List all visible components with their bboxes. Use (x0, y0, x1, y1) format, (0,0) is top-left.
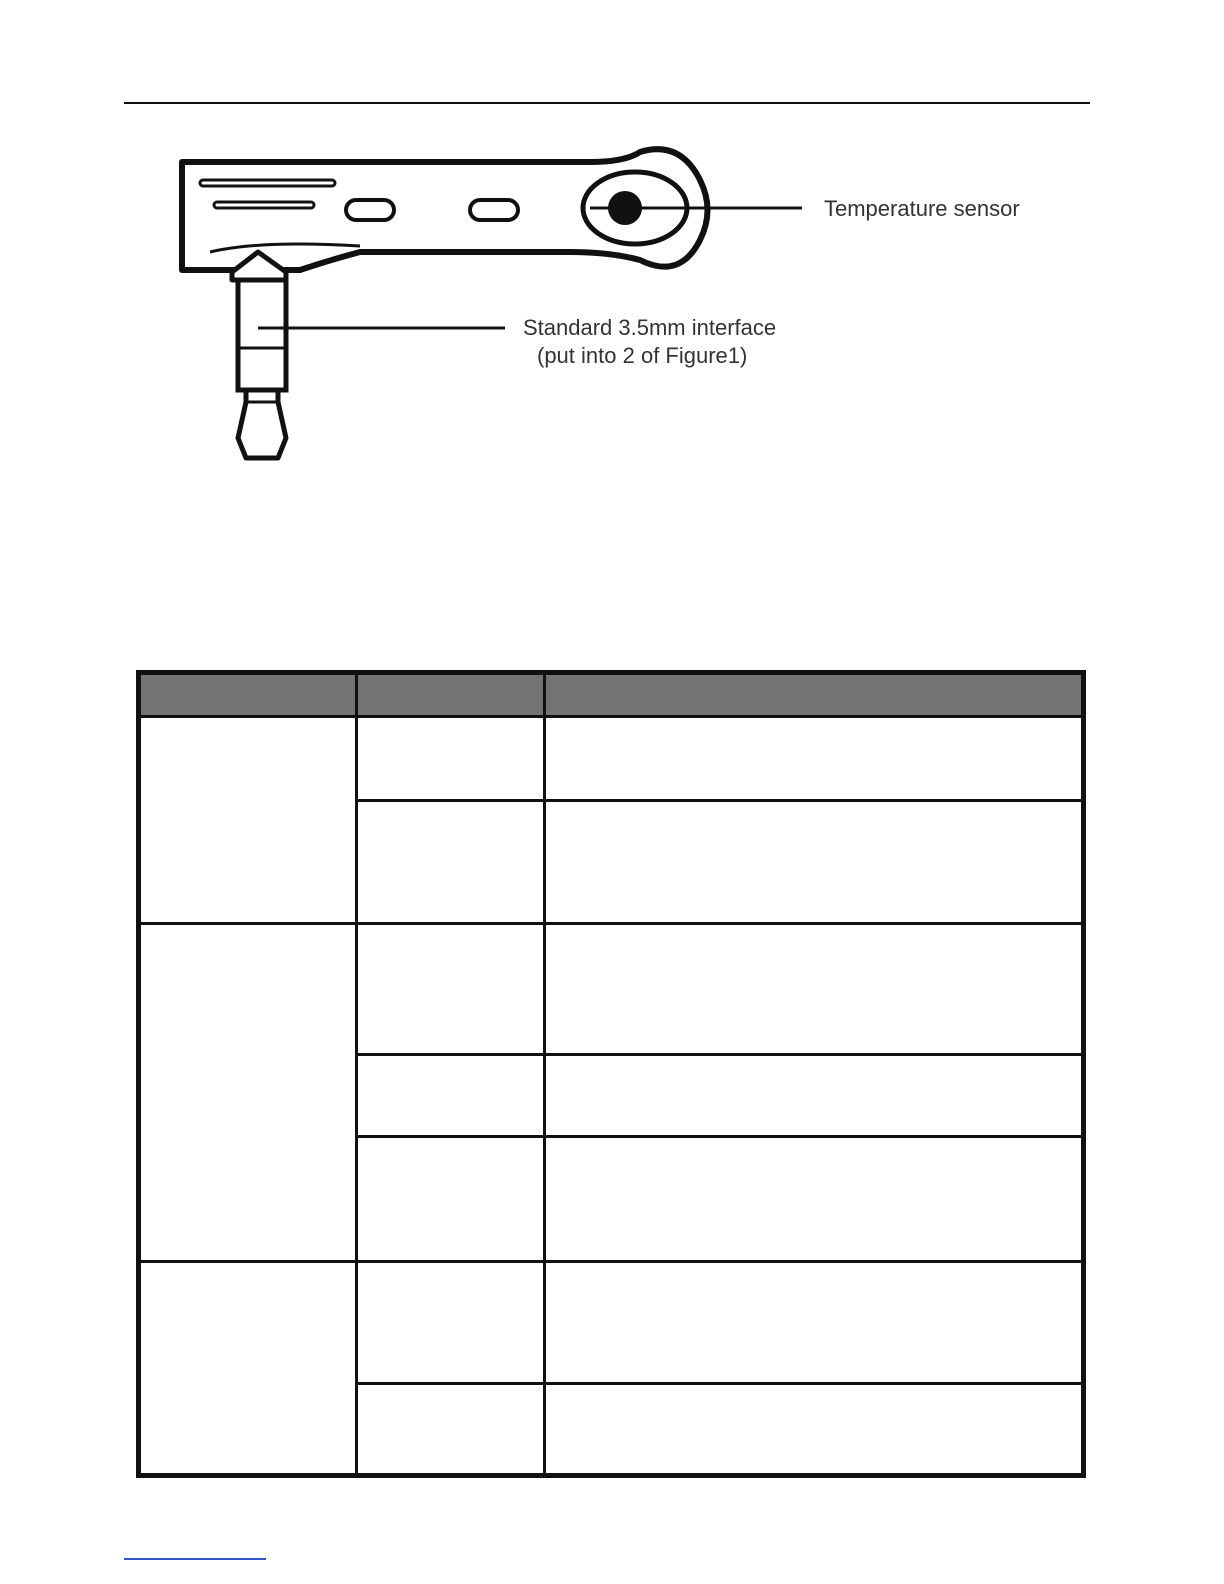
table-row (139, 1262, 1084, 1384)
table-header-cell (139, 673, 357, 717)
footer-link-underline[interactable] (124, 1558, 266, 1560)
description-cell (545, 1262, 1084, 1384)
table-row (139, 924, 1084, 1055)
table-header-cell (545, 673, 1084, 717)
jack-shaft (238, 280, 286, 390)
item-cell (357, 924, 545, 1055)
item-cell (357, 1055, 545, 1137)
temperature-probe-drawing (170, 140, 1070, 470)
table-header-cell (357, 673, 545, 717)
group-cell (139, 1262, 357, 1476)
slot (346, 200, 394, 220)
description-cell (545, 717, 1084, 801)
item-cell (357, 1262, 545, 1384)
item-cell (357, 801, 545, 924)
group-cell (139, 924, 357, 1262)
interface-label (523, 314, 776, 370)
group-cell (139, 717, 357, 924)
temperature-sensor-label: Temperature sensor (824, 196, 1020, 221)
interface-label-line2: (put into 2 of Figure1) (537, 343, 748, 368)
spec-table (136, 670, 1086, 1478)
description-cell (545, 1384, 1084, 1476)
interface-label-line1: Standard 3.5mm interface (523, 315, 777, 340)
item-cell (357, 1384, 545, 1476)
grip-line (214, 202, 314, 208)
item-cell (357, 1137, 545, 1262)
grip-line (200, 180, 335, 186)
item-cell (357, 717, 545, 801)
header-rule (124, 102, 1090, 104)
sensor-figure (170, 140, 1070, 470)
table-row (139, 717, 1084, 801)
jack-tip (238, 390, 286, 458)
description-cell (545, 1137, 1084, 1262)
description-cell (545, 924, 1084, 1055)
table-header-row (139, 673, 1084, 717)
description-cell (545, 801, 1084, 924)
slot (470, 200, 518, 220)
description-cell (545, 1055, 1084, 1137)
